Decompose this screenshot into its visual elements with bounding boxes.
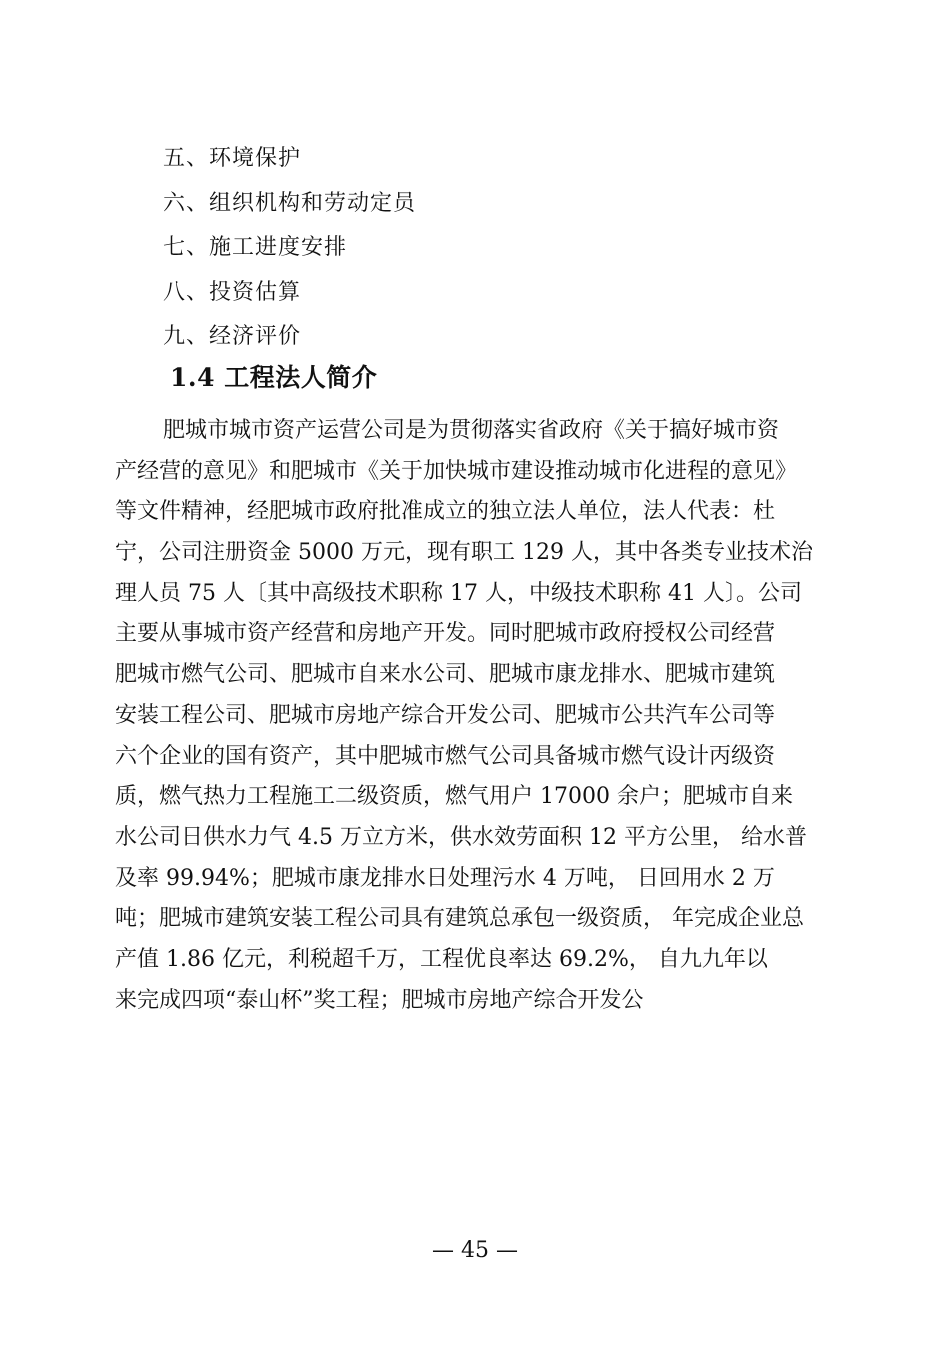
outline-item-schedule: 七、施工进度安排 bbox=[163, 235, 348, 260]
page-number: — 45 — bbox=[432, 1238, 518, 1263]
paragraph-line: 肥城市城市资产运营公司是为贯彻落实省政府《关于搞好城市资 bbox=[163, 418, 780, 443]
outline-item-environment: 五、环境保护 bbox=[163, 146, 302, 171]
paragraph-line: 肥城市燃气公司、肥城市自来水公司、肥城市康龙排水、肥城市建筑 bbox=[115, 662, 776, 688]
paragraph-line: 及率 99.94%；肥城市康龙排水日处理污水 4 万吨， 日回用水 2 万 bbox=[115, 865, 775, 891]
paragraph-line: 产值 1.86 亿元，利税超千万，工程优良率达 69.2%， 自九九年以 bbox=[115, 946, 768, 972]
paragraph-line: 宁，公司注册资金 5000 万元，现有职工 129 人，其中各类专业技术治 bbox=[115, 540, 813, 566]
paragraph-line: 水公司日供水力气 4.5 万立方米，供水效劳面积 12 平方公里， 给水普 bbox=[115, 824, 807, 850]
paragraph-line: 产经营的意见》和肥城市《关于加快城市建设推动城市化进程的意见》 bbox=[115, 458, 798, 484]
paragraph-line: 主要从事城市资产经营和房地产开发。同时肥城市政府授权公司经营 bbox=[115, 621, 776, 647]
paragraph-line: 理人员 75 人〔其中高级技术职称 17 人，中级技术职称 41 人〕。公司 bbox=[115, 580, 802, 606]
outline-item-economic-evaluation: 九、经济评价 bbox=[163, 324, 302, 349]
outline-item-organization: 六、组织机构和劳动定员 bbox=[163, 190, 417, 216]
chapter-outline-list bbox=[163, 137, 723, 360]
paragraph-line: 质，燃气热力工程施工二级资质，燃气用户 17000 余户；肥城市自来 bbox=[115, 784, 793, 810]
company-intro-paragraph bbox=[115, 411, 850, 1021]
paragraph-line: 等文件精神，经肥城市政府批准成立的独立法人单位，法人代表：杜 bbox=[115, 499, 776, 525]
paragraph-line: 来完成四项“泰山杯”奖工程；肥城市房地产综合开发公 bbox=[115, 987, 644, 1013]
paragraph-line: 六个企业的国有资产，其中肥城市燃气公司具备城市燃气设计丙级资 bbox=[115, 743, 776, 769]
paragraph-line: 安装工程公司、肥城市房地产综合开发公司、肥城市公共汽车公司等 bbox=[115, 702, 776, 728]
section-heading: 1.4 工程法人简介 bbox=[170, 363, 378, 392]
outline-item-investment: 八、投资估算 bbox=[163, 279, 302, 305]
paragraph-line: 吨；肥城市建筑安装工程公司具有建筑总承包一级资质， 年完成企业总 bbox=[115, 906, 804, 932]
